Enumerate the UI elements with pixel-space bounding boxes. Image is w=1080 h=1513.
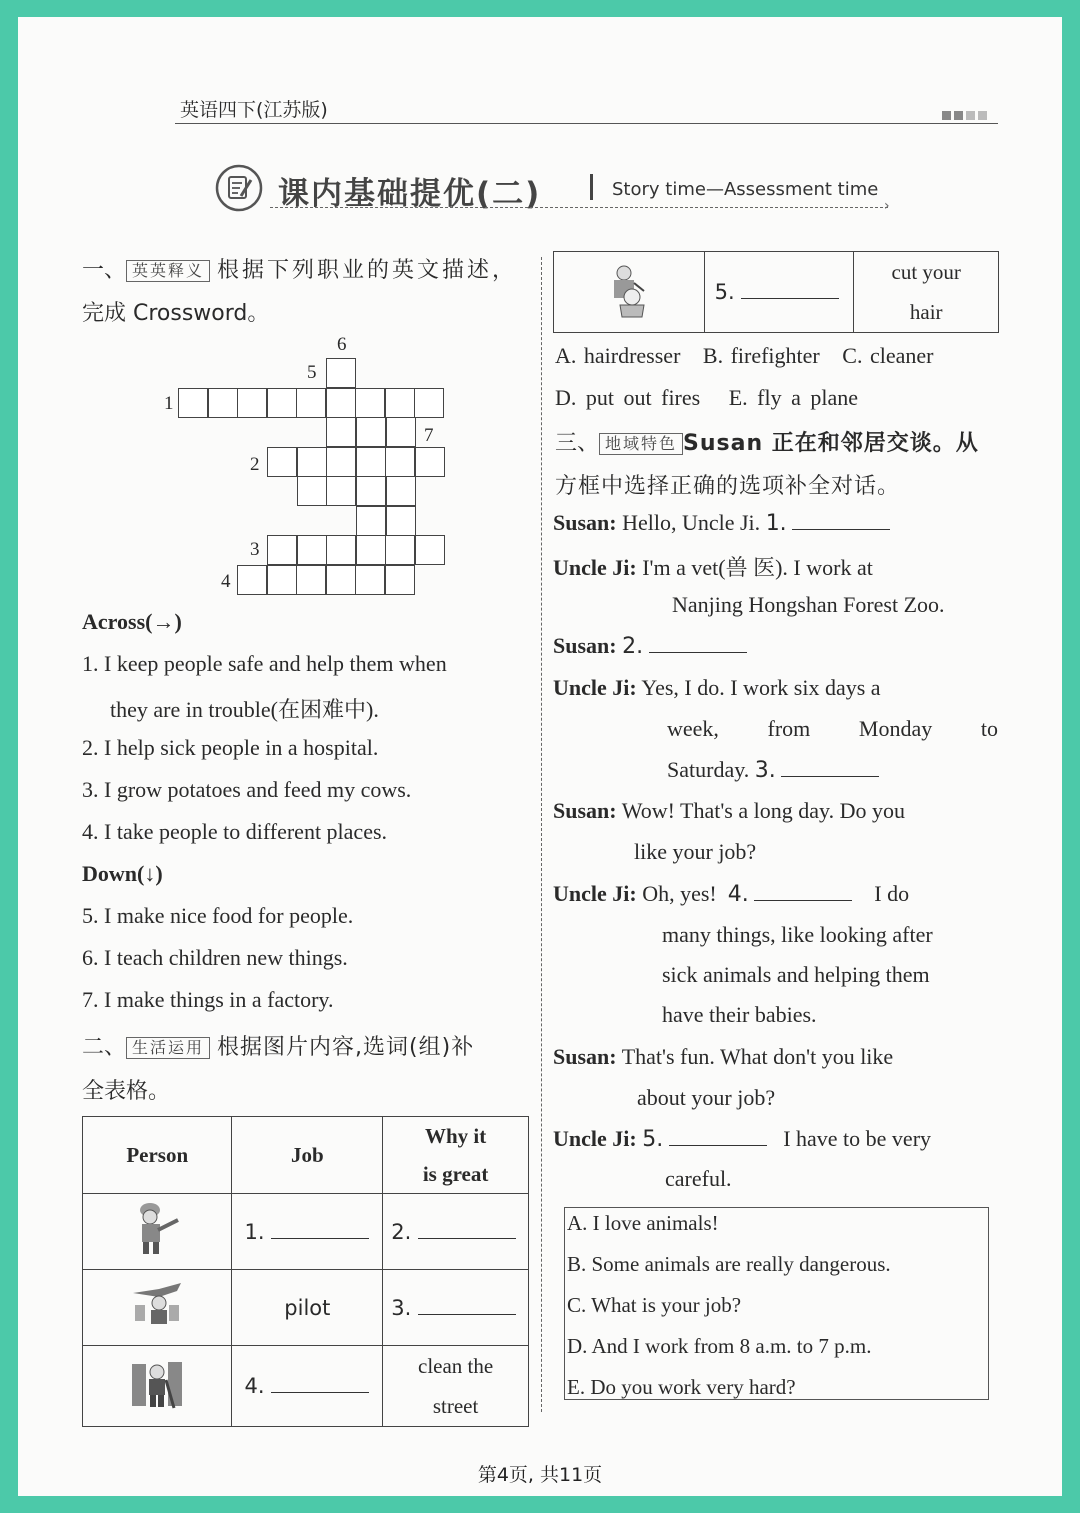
crossword-cell[interactable]	[296, 388, 326, 418]
column-divider	[541, 257, 542, 1412]
clue-number-7: 7	[424, 425, 434, 446]
part2-tag: 生活运用	[126, 1037, 210, 1059]
part1-tag: 英英释义	[126, 260, 210, 282]
firefighter-picture	[83, 1194, 232, 1270]
blank-5[interactable]	[669, 1145, 767, 1146]
crossword-cell[interactable]	[326, 476, 356, 506]
page-indicator: 第4页, 共11页	[477, 1464, 603, 1486]
dialogue-uncle-3-line2: many things, like looking after	[662, 922, 933, 947]
crossword-cell[interactable]	[356, 447, 386, 477]
crossword-cell[interactable]	[267, 535, 297, 565]
crossword-cell[interactable]	[297, 535, 327, 565]
hairdresser-picture	[554, 252, 705, 333]
option-a: A. I love animals!	[567, 1211, 719, 1235]
table-row	[554, 252, 999, 333]
across-clue-4: 4. I take people to different places.	[82, 819, 388, 844]
dialogue-susan-4-line2: about your job?	[637, 1085, 776, 1110]
part3-instruction: 三、 地域特色 Susan 正在和邻居交谈。从	[555, 431, 979, 456]
book-title: 英语四下(江苏版)	[180, 99, 328, 121]
crossword-cell[interactable]	[326, 447, 356, 477]
clue-number-3: 3	[250, 539, 260, 560]
header-rule	[175, 123, 998, 124]
dialogue-uncle-2-line2: week, from Monday to	[667, 716, 998, 741]
blank-2[interactable]	[649, 652, 747, 653]
row2-job-cell: pilot	[232, 1270, 383, 1346]
part3-instruction-line2: 方框中选择正确的选项补全对话。	[555, 474, 901, 499]
across-title: Across(→)	[82, 609, 182, 634]
row1-job-cell[interactable]: 1.	[232, 1194, 383, 1270]
part2-instruction: 二、 生活运用 根据图片内容,选词(组)补	[82, 1035, 475, 1060]
blank-1[interactable]	[792, 529, 890, 530]
part3-tag: 地域特色	[599, 433, 683, 455]
pilot-picture	[83, 1270, 232, 1346]
crossword-cell[interactable]	[267, 388, 297, 418]
blank-4[interactable]	[754, 900, 852, 901]
part2-choices-line1: A. hairdresser B. firefighter C. cleaner	[555, 343, 934, 368]
arrow-right-icon: ›	[884, 198, 890, 214]
dialogue-susan-3: Susan: Wow! That's a long day. Do you	[553, 798, 905, 823]
crossword-cell[interactable]	[267, 447, 297, 477]
crossword-cell[interactable]	[356, 506, 386, 536]
across-clue-1-line2: they are in trouble(在困难中).	[110, 697, 379, 722]
option-b: B. Some animals are really dangerous.	[567, 1252, 891, 1276]
crossword-cell[interactable]	[386, 476, 416, 506]
worksheet-page	[18, 17, 1062, 1496]
table-row	[83, 1270, 529, 1346]
crossword-cell[interactable]	[385, 388, 415, 418]
title-separator	[590, 174, 593, 200]
dialogue-uncle-4: Uncle Ji: 5. I have to be very	[553, 1126, 932, 1152]
crossword-cell[interactable]	[356, 417, 386, 447]
jobs-table	[82, 1116, 529, 1427]
clue-number-5: 5	[307, 362, 317, 383]
dialogue-uncle-1: Uncle Ji: I'm a vet(兽 医). I work at	[553, 555, 873, 580]
title-underline	[270, 207, 888, 208]
option-c: C. What is your job?	[567, 1293, 742, 1317]
crossword-cell[interactable]	[326, 358, 356, 388]
crossword-cell[interactable]	[355, 565, 385, 595]
clue-number-1: 1	[164, 393, 174, 414]
table-row	[83, 1346, 529, 1427]
dialogue-uncle-3-line3: sick animals and helping them	[662, 962, 930, 987]
table-row	[83, 1194, 529, 1270]
crossword-cell[interactable]	[296, 565, 326, 595]
section-subtitle: Story time—Assessment time	[612, 179, 879, 200]
row4-why-cell: cut your hair	[854, 252, 999, 333]
crossword-cell[interactable]	[385, 535, 415, 565]
across-clue-3: 3. I grow potatoes and feed my cows.	[82, 777, 412, 802]
across-clue-2: 2. I help sick people in a hospital.	[82, 735, 379, 760]
crossword-cell[interactable]	[326, 417, 356, 447]
header-why: Why it is great	[383, 1117, 529, 1194]
crossword-cell[interactable]	[326, 388, 356, 418]
crossword-cell[interactable]	[386, 506, 416, 536]
clue-number-4: 4	[221, 571, 231, 592]
jobs-table-continued	[553, 251, 999, 333]
crossword-cell[interactable]	[414, 388, 444, 418]
row3-why-cell: clean the street	[383, 1346, 529, 1427]
section-title: 课内基础提优(二)	[278, 176, 542, 212]
crossword-cell[interactable]	[415, 535, 445, 565]
crossword-cell[interactable]	[356, 535, 386, 565]
blank-3[interactable]	[781, 776, 879, 777]
crossword-cell[interactable]	[267, 565, 297, 595]
crossword-cell[interactable]	[297, 476, 327, 506]
crossword-cell[interactable]	[326, 565, 356, 595]
down-clue-6: 6. I teach children new things.	[82, 945, 348, 970]
dialogue-uncle-4-line2: careful.	[665, 1166, 732, 1191]
cleaner-picture	[83, 1346, 232, 1427]
crossword-cell[interactable]	[178, 388, 208, 418]
dialogue-uncle-3: Uncle Ji: Oh, yes! 4. I do	[553, 881, 910, 907]
dialogue-susan-3-line2: like your job?	[634, 839, 757, 864]
clue-number-2: 2	[250, 454, 260, 475]
part1-instruction: 一、 英英释义 根据下列职业的英文描述，	[82, 258, 518, 283]
dialogue-susan-1: Susan: Hello, Uncle Ji. 1.	[553, 510, 890, 536]
dialogue-uncle-2-line3: Saturday. 3.	[667, 757, 879, 783]
dialogue-uncle-2: Uncle Ji: Yes, I do. I work six days a	[553, 675, 881, 700]
header-job: Job	[232, 1117, 383, 1194]
down-clue-7: 7. I make things in a factory.	[82, 987, 334, 1012]
crossword-cell[interactable]	[297, 447, 327, 477]
crossword-cell[interactable]	[326, 535, 356, 565]
dialogue-uncle-3-line4: have their babies.	[662, 1002, 817, 1027]
dialogue-susan-2: Susan: 2.	[553, 633, 747, 659]
clue-number-6: 6	[337, 334, 347, 355]
crossword-cell[interactable]	[356, 476, 386, 506]
down-title: Down(↓)	[82, 861, 163, 886]
across-clue-1: 1. I keep people safe and help them when	[82, 651, 447, 676]
crossword-cell[interactable]	[415, 447, 445, 477]
part2-instruction-line2: 全表格。	[82, 1079, 171, 1104]
crossword-cell[interactable]	[237, 388, 267, 418]
crossword-cell[interactable]	[208, 388, 238, 418]
crossword-cell[interactable]	[386, 417, 416, 447]
row3-job-cell[interactable]: 4.	[232, 1346, 383, 1427]
row2-why-cell[interactable]: 3.	[383, 1270, 529, 1346]
crossword-cell[interactable]	[385, 565, 415, 595]
header-person: Person	[83, 1117, 232, 1194]
header-decoration	[939, 105, 987, 124]
dialogue-uncle-1-line2: Nanjing Hongshan Forest Zoo.	[672, 592, 945, 617]
crossword-cell[interactable]	[385, 447, 415, 477]
row1-why-cell[interactable]: 2.	[383, 1194, 529, 1270]
row4-job-cell[interactable]: 5.	[704, 252, 854, 333]
pencil-note-icon	[214, 163, 264, 217]
part2-choices-line2: D. put out fires E. fly a plane	[555, 385, 858, 410]
option-e: E. Do you work very hard?	[567, 1375, 796, 1399]
crossword-cell[interactable]	[237, 565, 267, 595]
part1-instruction-line2: 完成 Crossword。	[82, 301, 270, 326]
option-d: D. And I work from 8 a.m. to 7 p.m.	[567, 1334, 872, 1358]
down-clue-5: 5. I make nice food for people.	[82, 903, 354, 928]
crossword-cell[interactable]	[355, 388, 385, 418]
dialogue-susan-4: Susan: That's fun. What don't you like	[553, 1044, 894, 1069]
